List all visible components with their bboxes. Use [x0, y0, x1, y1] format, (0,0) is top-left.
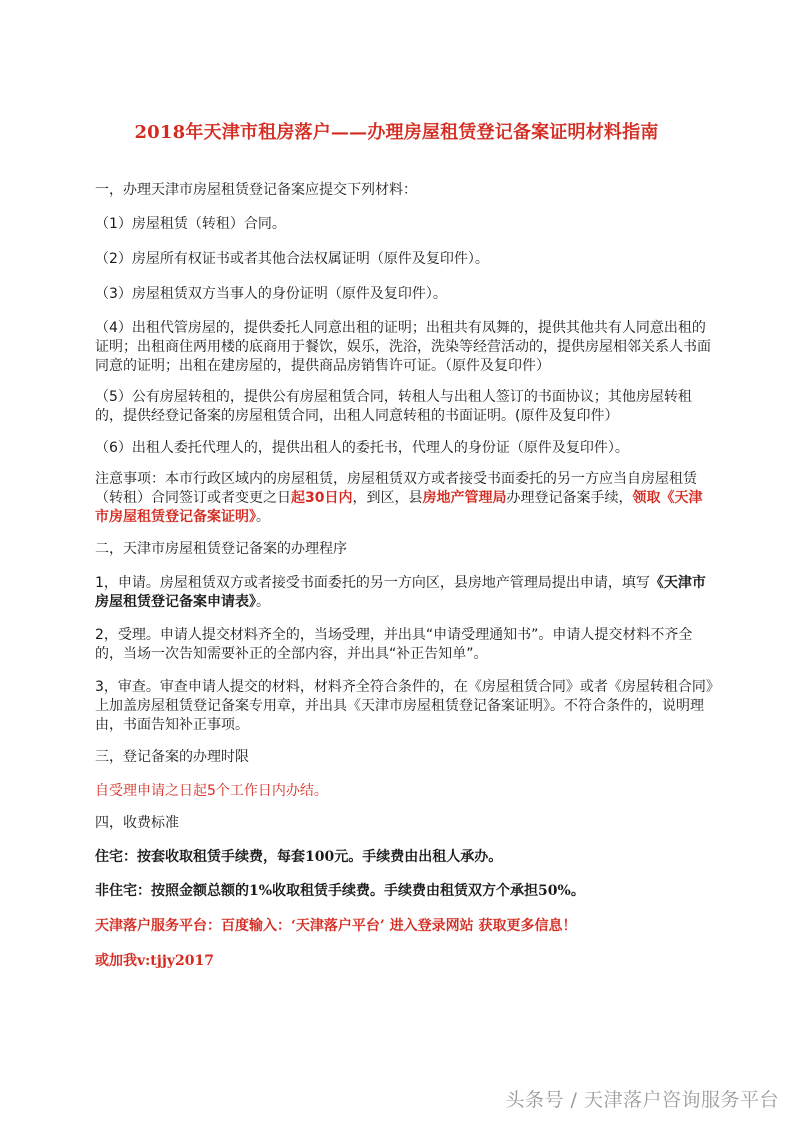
fee-residential: 住宅：按套收取租赁手续费，每套100元。手续费由出租人承办。: [95, 849, 503, 865]
promo-contact-line: 或加我v:tjjy2017: [95, 953, 214, 969]
notice-text-3: 办理登记备案手续，: [506, 490, 633, 506]
material-item-5: （5）公有房屋转租的，提供公有房屋租赁合同，转租人与出租人签订的书面协议；其他房屋转租的，提供经登记备案的房屋租赁合同，出租人同意转租的书面证明。(原件及复印件）: [95, 389, 692, 424]
notice-text-2: ，到区，县: [352, 490, 423, 506]
source-watermark: 头条号 / 天津落户咨询服务平台: [505, 1089, 779, 1111]
time-limit-text: 自受理申请之日起5个工作日内办结。: [95, 783, 328, 799]
section-heading-fees: 四，收费标准: [95, 815, 179, 831]
material-item-1: （1）房屋租赁（转租）合同。: [95, 216, 286, 232]
procedure-step-review: 3，审查。审查申请人提交的材料，材料齐全符合条件的，在《房屋租赁合同》或者《房屋转租合同》上加盖房屋租赁登记备案专用章，并出具《天津市房屋租赁登记备案证明》。不符合条件的，说明理由，书面告知补正事项。: [95, 679, 713, 733]
section-heading-procedure: 二，天津市房屋租赁登记备案的办理程序: [95, 541, 347, 557]
material-item-2: （2）房屋所有权证书或者其他合法权属证明（原件及复印件）。: [95, 251, 489, 267]
procedure-step-accept: 2，受理。申请人提交材料齐全的，当场受理，并出具“申请受理通知书”。申请人提交材料不齐全的，当场一次告知需要补正的全部内容，并出具“补正告知单”。: [95, 627, 693, 662]
notice-deadline: 起30日内: [291, 490, 353, 506]
document-body: [95, 180, 715, 971]
notice-text-1: 注意事项：本市行政区域内的房屋租赁，房屋租赁双方或者接受书面委托的另一方应当自房屋租赁（转租）合同签订或者变更之日: [95, 471, 697, 506]
material-item-3: （3）房屋租赁双方当事人的身份证明（原件及复印件）。: [95, 286, 447, 302]
notice-paragraph: [95, 470, 715, 527]
section-heading-timelimit: 三，登记备案的办理时限: [95, 749, 249, 765]
notice-bureau: 房地产管理局: [422, 490, 507, 506]
procedure-step-apply: [95, 574, 715, 612]
document-title: 2018年天津市租房落户——办理房屋租赁登记备案证明材料指南: [134, 122, 659, 143]
section-heading-materials: 一，办理天津市房屋租赁登记备案应提交下列材料：: [95, 182, 417, 198]
fee-nonresidential: 非住宅：按照金额总额的1%收取租赁手续费。手续费由租赁双方个承担50%。: [95, 883, 585, 899]
notice-certificate: 领取《天津市房屋租赁登记备案证明》: [95, 490, 703, 525]
material-item-4: （4）出租代管房屋的，提供委托人同意出租的证明；出租共有凤舞的，提供其他共有人同意出租的证明；出租商住两用楼的底商用于餐饮，娱乐，洗浴，洗染等经营活动的，提供房屋相邻关系人书面同意的证明；出租在建房屋的，提供商品房销售许可证。（原件及复印件）: [95, 320, 711, 374]
application-form-name: 《天津市房屋租赁登记备案申请表》: [95, 575, 706, 610]
notice-text-4: 。: [256, 509, 270, 525]
procedure-step-apply-end: 。: [256, 594, 270, 610]
material-item-6: （6）出租人委托代理人的，提供出租人的委托书，代理人的身份证（原件及复印件）。: [95, 440, 629, 456]
promo-platform-line: 天津落户服务平台：百度输入：‘天津落户平台’ 进入登录网站 获取更多信息！: [95, 918, 577, 934]
procedure-step-apply-text: 1，申请。房屋租赁双方或者接受书面委托的另一方向区，县房地产管理局提出申请，填写: [95, 575, 650, 591]
